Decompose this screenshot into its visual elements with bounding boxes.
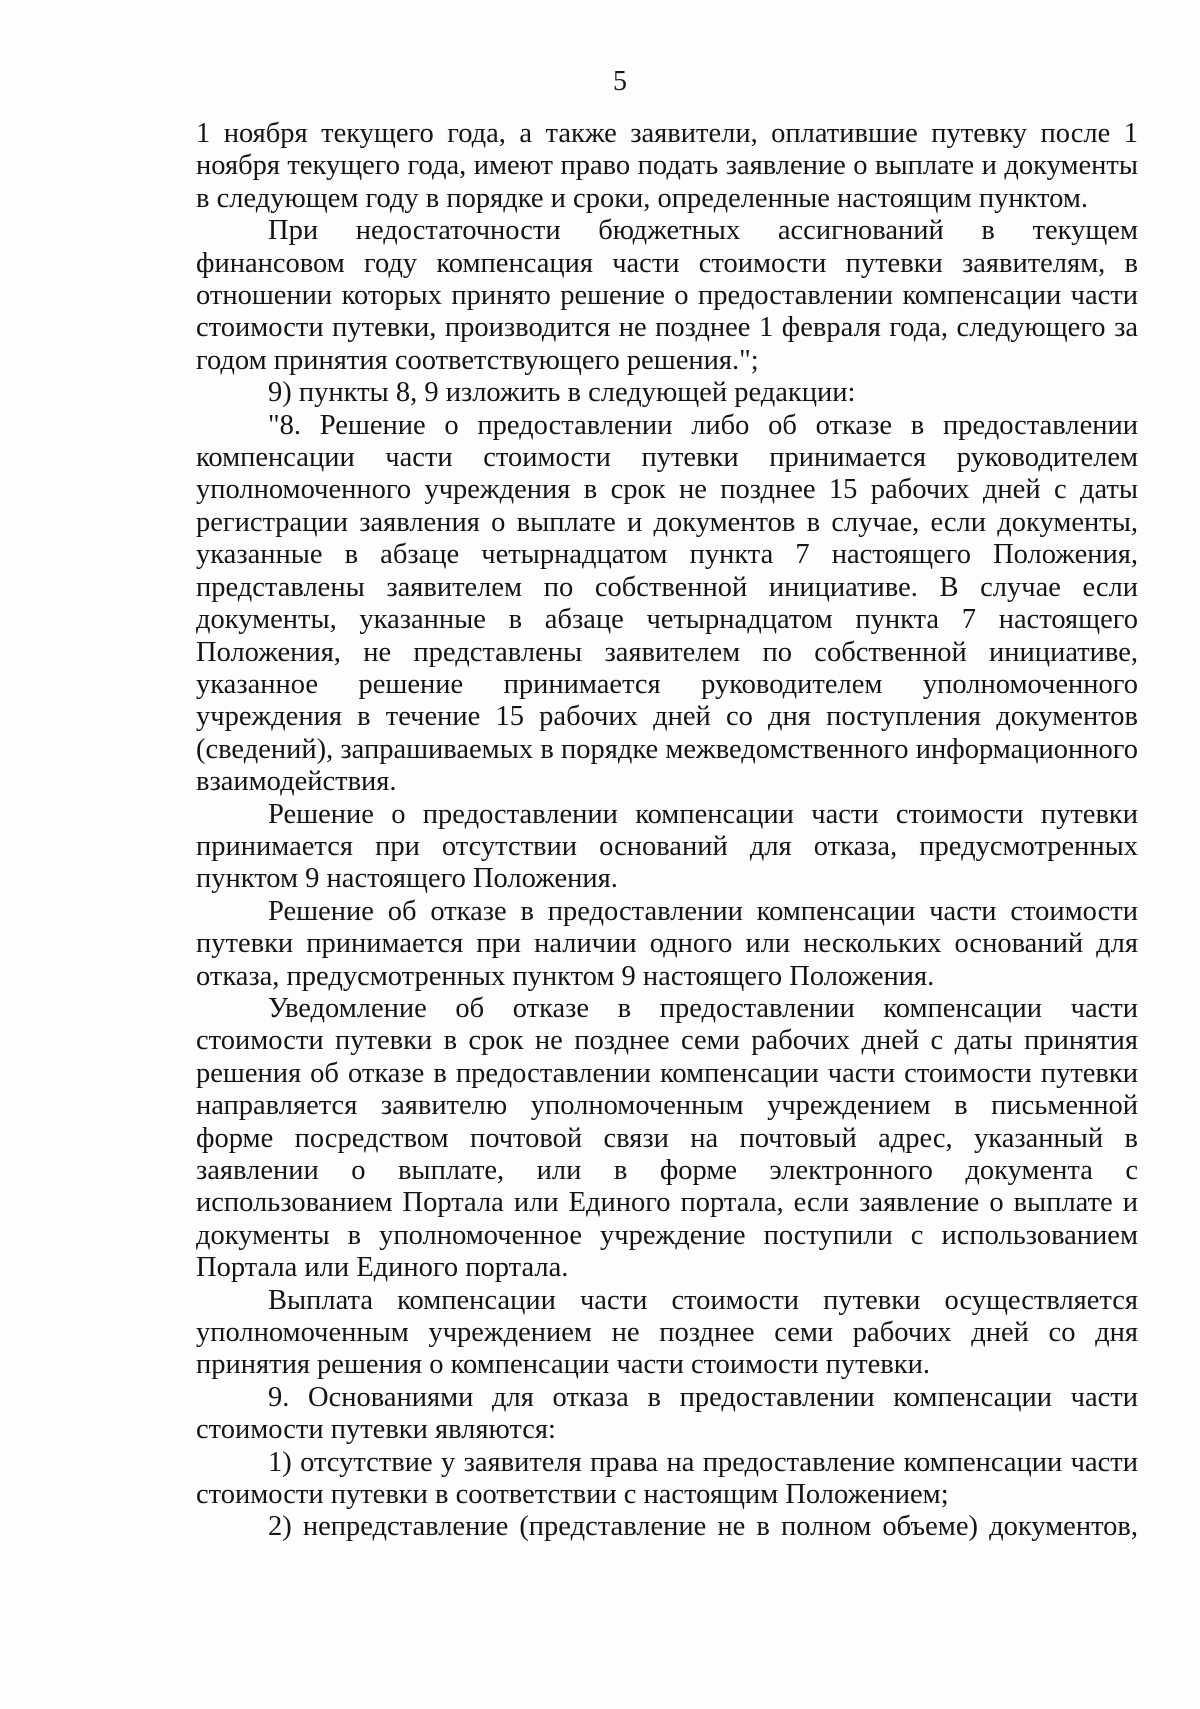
paragraph-last: 2) непредставление (представление не в полном объеме) документов, xyxy=(268,1511,1138,1543)
paragraph: Уведомление об отказе в предоставлении компенсации части стоимости путевки в срок не позднее семи рабочих дней с даты принятия решения об отказе в предоставлении компенсации части стоимости путевки направляется заявителю уполномоченным учреждением в письменной форме посредством почтовой связи на почтовый адрес, указанный в заявлении о выплате, или в форме электронного документа с использованием Портала или Единого портала, если заявление о выплате и документы в уполномоченное учреждение поступили с использованием Портала или Единого портала. xyxy=(196,992,1138,1284)
paragraph: При недостаточности бюджетных ассигнований в текущем финансовом году компенсация части стоимости путевки заявителям, в отношении которых принято решение о предоставлении компенсации части стоимости путевки, производится не позднее 1 февраля года, следующего за годом принятия соответствующего решения."; xyxy=(196,215,1138,376)
paragraph: 9) пункты 8, 9 изложить в следующей редакции: xyxy=(268,377,856,409)
paragraph: 1) отсутствие у заявителя права на предоставление компенсации части стоимости путевки в соответствии с настоящим Положением; xyxy=(196,1446,1138,1511)
paragraph: "8. Решение о предоставлении либо об отказе в предоставлении компенсации части стоимости путевки принимается руководителем уполномоченного учреждения в срок не позднее 15 рабочих дней с даты регистрации заявления о выплате и документов в случае, если документы, указанные в абзаце четырнадцатом пункта 7 настоящего Положения, представлены заявителем по собственной инициативе. В случае если документы, указанные в абзаце четырнадцатом пункта 7 настоящего Положения, не представлены заявителем по собственной инициативе, указанное решение принимается руководителем уполномоченного учреждения в течение 15 рабочих дней со дня поступления документов (сведений), запрашиваемых в порядке межведомственного информационного взаимодействия. xyxy=(196,409,1138,798)
paragraph: Решение об отказе в предоставлении компенсации части стоимости путевки принимается при наличии одного или нескольких оснований для отказа, предусмотренных пунктом 9 настоящего Положения. xyxy=(196,895,1138,992)
paragraph: 9. Основаниями для отказа в предоставлении компенсации части стоимости путевки являются: xyxy=(196,1381,1138,1446)
document-body xyxy=(196,118,1138,1544)
paragraph: Решение о предоставлении компенсации части стоимости путевки принимается при отсутствии оснований для отказа, предусмотренных пунктом 9 настоящего Положения. xyxy=(196,798,1138,895)
paragraph: 1 ноября текущего года, а также заявители, оплатившие путевку после 1 ноября текущего года, имеют право подать заявление о выплате и документы в следующем году в порядке и сроки, определенные настоящим пунктом. xyxy=(196,118,1138,214)
page-number: 5 xyxy=(613,66,627,97)
paragraph: Выплата компенсации части стоимости путевки осуществляется уполномоченным учреждением не позднее семи рабочих дней со дня принятия решения о компенсации части стоимости путевки. xyxy=(196,1284,1138,1381)
